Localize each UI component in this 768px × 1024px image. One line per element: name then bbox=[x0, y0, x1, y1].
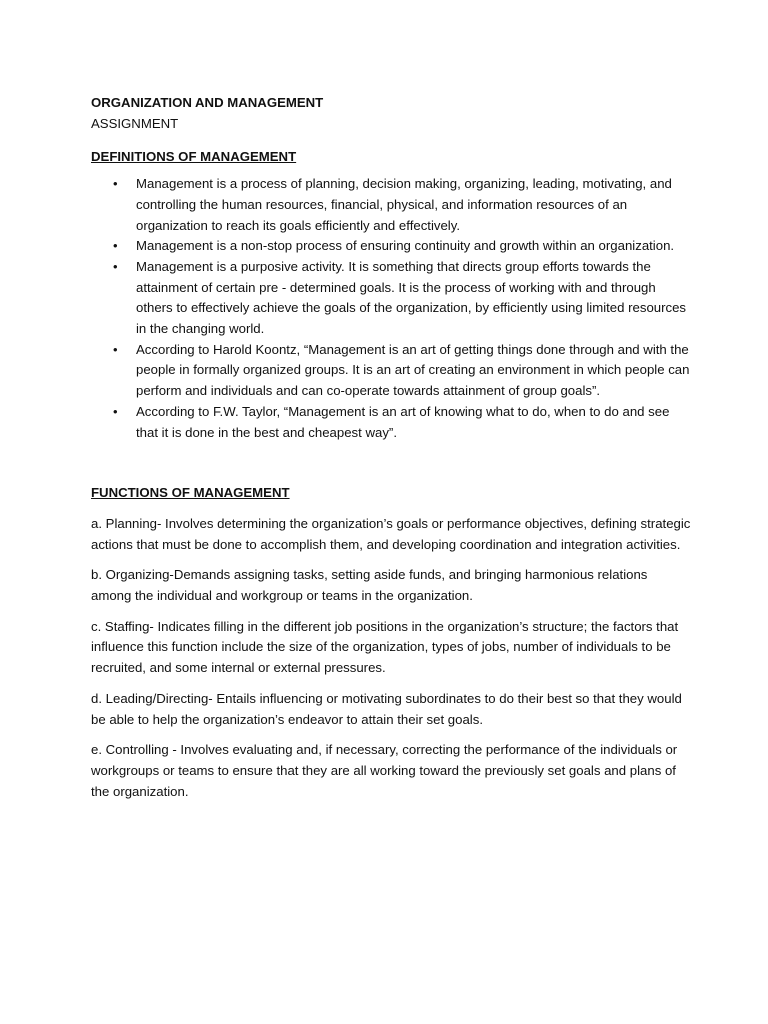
definition-item bbox=[91, 257, 691, 340]
definitions-list bbox=[91, 174, 691, 443]
function-paragraph-leading: d. Leading/Directing- Entails influencing or motivating subordinates to do their best so that they would be able to help the organization’s endeavor to attain their set goals. bbox=[91, 690, 682, 727]
function-paragraph-organizing: b. Organizing-Demands assigning tasks, setting aside funds, and bringing harmonious relations among the individual and workgroup or teams in the organization. bbox=[91, 567, 648, 604]
definition-item bbox=[91, 236, 691, 257]
bullet-icon: • bbox=[113, 403, 118, 419]
bullet-icon: • bbox=[113, 341, 118, 357]
bullet-icon: • bbox=[113, 258, 118, 274]
functions-list bbox=[91, 514, 691, 802]
document-subtitle: ASSIGNMENT bbox=[91, 115, 179, 131]
bullet-icon: • bbox=[113, 238, 118, 254]
definition-item bbox=[91, 402, 691, 443]
document-body bbox=[91, 93, 691, 802]
function-paragraph-planning: a. Planning- Involves determining the organization’s goals or performance objectives, defining strategic actions that must be done to accomplish them, and developing coordination and integration activities. bbox=[91, 515, 691, 552]
function-paragraph-staffing: c. Staffing- Indicates filling in the different job positions in the organization’s structure; the factors that influence this function include the size of the organization, types of jobs, number of individuals to be recruited, and some internal or external pressures. bbox=[91, 618, 679, 676]
definition-text: According to Harold Koontz, “Management is an art of getting things done through and with the people in formally organized groups. It is an art of creating an environment in which people can perform and individuals and can co-operate towards attainment of group goals”. bbox=[136, 341, 690, 399]
bullet-icon: • bbox=[113, 176, 118, 192]
definitions-heading: DEFINITIONS OF MANAGEMENT bbox=[91, 149, 297, 165]
definition-text: Management is a non-stop process of ensuring continuity and growth within an organization. bbox=[136, 238, 675, 254]
functions-heading: FUNCTIONS OF MANAGEMENT bbox=[91, 485, 290, 501]
definition-text: According to F.W. Taylor, “Management is an art of knowing what to do, when to do and see that it is done in the best and cheapest way”. bbox=[136, 403, 670, 440]
function-paragraph-controlling: e. Controlling - Involves evaluating and, if necessary, correcting the performance of the individuals or workgroups or teams to ensure that they are all working toward the previously set goals and plans of the organization. bbox=[91, 742, 678, 799]
document-title: ORGANIZATION AND MANAGEMENT bbox=[91, 95, 324, 110]
definition-item bbox=[91, 340, 691, 402]
definition-text: Management is a process of planning, decision making, organizing, leading, motivating, and controlling the human resources, financial, physical, and information resources of an organization to reach its goals efficiently and effectively. bbox=[136, 176, 672, 233]
definition-item bbox=[91, 174, 691, 236]
definition-text: Management is a purposive activity. It is something that directs group efforts towards the attainment of certain pre - determined goals. It is the process of working with and through others to effectively achieve the goals of the organization, by efficiently using limited resources in the changing world. bbox=[136, 258, 687, 337]
